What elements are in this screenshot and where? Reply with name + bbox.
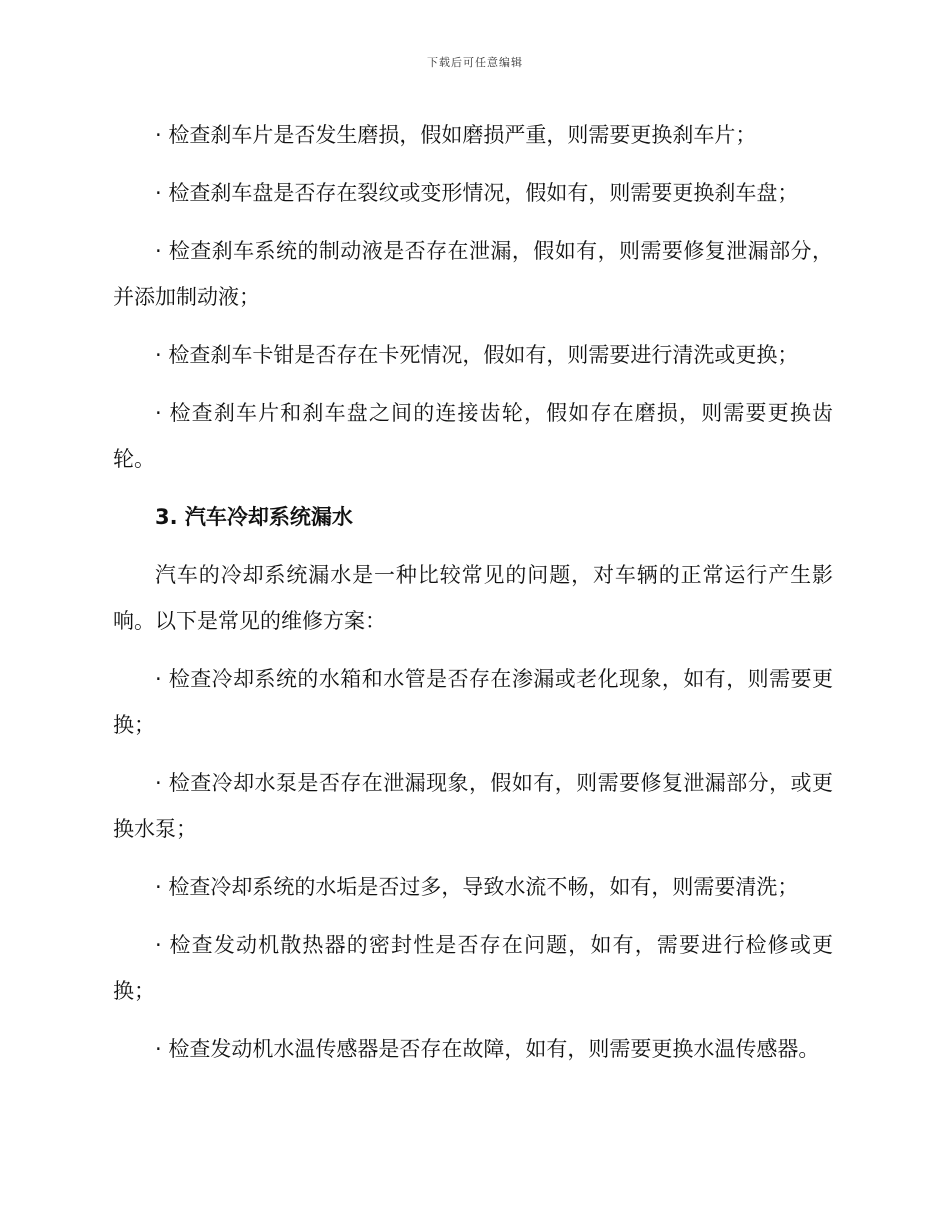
- section-heading-cooling: 3. 汽车冷却系统漏水: [155, 505, 353, 529]
- brake-item-disc: · 检查刹车盘是否存在裂纹或变形情况，假如有，则需要更换刹车盘；: [155, 181, 799, 205]
- cooling-item-radiator: · 检查发动机散热器的密封性是否存在问题，如有，需要进行检修或更换；: [113, 933, 833, 1003]
- brake-item-fluid: · 检查刹车系统的制动液是否存在泄漏，假如有，则需要修复泄漏部分，并添加制动液；: [113, 239, 833, 309]
- brake-item-gear: · 检查刹车片和刹车盘之间的连接齿轮，假如存在磨损，则需要更换齿轮。: [113, 401, 833, 471]
- header-note: 下载后可任意编辑: [427, 56, 523, 69]
- cooling-intro: 汽车的冷却系统漏水是一种比较常见的问题，对车辆的正常运行产生影响。以下是常见的维修方案：: [113, 563, 833, 633]
- document-body: [113, 112, 833, 1084]
- cooling-item-tank: · 检查冷却系统的水箱和水管是否存在渗漏或老化现象，如有，则需要更换；: [113, 667, 833, 737]
- cooling-item-pump: · 检查冷却水泵是否存在泄漏现象，假如有，则需要修复泄漏部分，或更换水泵；: [113, 771, 833, 841]
- cooling-item-sensor: · 检查发动机水温传感器是否存在故障，如有，则需要更换水温传感器。: [155, 1037, 820, 1061]
- brake-item-pads: · 检查刹车片是否发生磨损，假如磨损严重，则需要更换刹车片；: [155, 123, 757, 147]
- cooling-item-scale: · 检查冷却系统的水垢是否过多，导致水流不畅，如有，则需要清洗；: [155, 875, 799, 899]
- brake-item-caliper: · 检查刹车卡钳是否存在卡死情况，假如有，则需要进行清洗或更换；: [155, 343, 799, 367]
